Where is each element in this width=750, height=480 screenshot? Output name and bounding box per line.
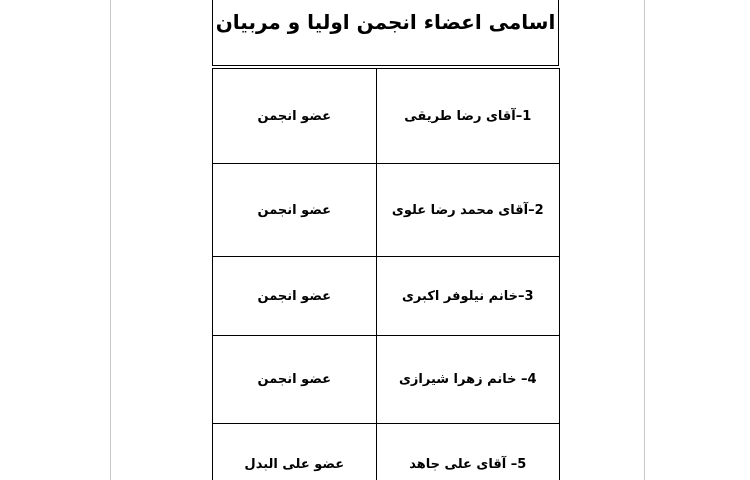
member-role-cell: عضو انجمن <box>213 336 377 424</box>
table-row <box>213 336 560 424</box>
member-name-cell: 4– خانم زهرا شیرازی <box>376 336 559 424</box>
member-name-cell: 2–آقای محمد رضا علوی <box>376 164 559 257</box>
page-edge-left <box>110 0 111 480</box>
member-name-cell: 1–آقای رضا طریقی <box>376 69 559 164</box>
member-role-cell: عضو علی البدل <box>213 424 377 480</box>
member-role-cell: عضو انجمن <box>213 69 377 164</box>
member-name-cell: 5– آقای علی جاهد <box>376 424 559 480</box>
table-row <box>213 69 560 164</box>
table-row <box>213 164 560 257</box>
member-role-cell: عضو انجمن <box>213 164 377 257</box>
title-box <box>212 0 559 66</box>
members-table <box>212 68 560 480</box>
member-name-cell: 3–خانم نیلوفر اکبری <box>376 257 559 336</box>
page-title: اسامی اعضاء انجمن اولیا و مربیان <box>215 10 556 34</box>
table-row <box>213 257 560 336</box>
member-role-cell: عضو انجمن <box>213 257 377 336</box>
page-edge-right <box>644 0 645 480</box>
table-row <box>213 424 560 480</box>
